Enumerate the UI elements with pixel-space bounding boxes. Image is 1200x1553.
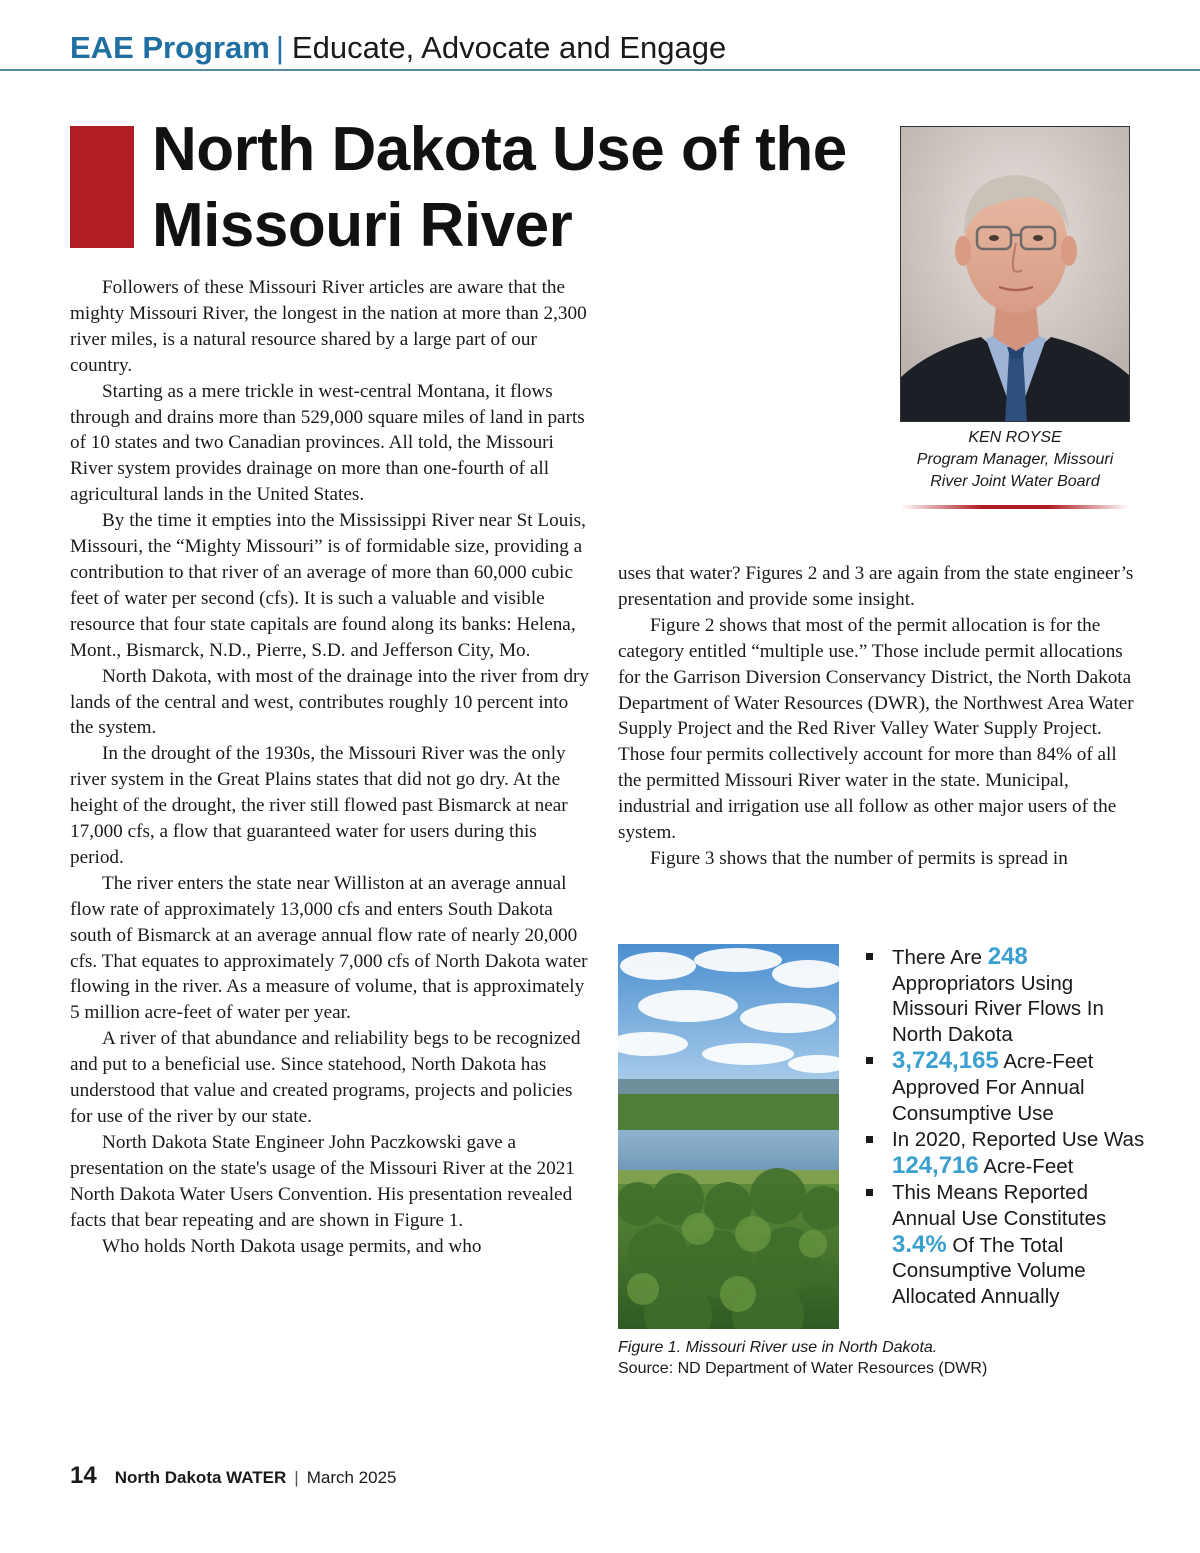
- body-paragraph: North Dakota State Engineer John Paczkowski gave a presentation on the state's usage of the Missouri River at the 2021 North Dakota Water Users Convention. His presentation revealed facts that bear repeating and are shown in Figure 1.: [70, 1131, 575, 1231]
- fact-item: 3,724,165 Acre-Feet Approved For Annual Consumptive Use: [862, 1048, 1152, 1126]
- body-paragraph: Figure 3 shows that the number of permits is spread in: [650, 847, 1068, 869]
- issue-date: March 2025: [306, 1468, 397, 1487]
- bullet-icon: [866, 953, 873, 960]
- article-body-left: [70, 275, 590, 1259]
- bullet-icon: [866, 1136, 873, 1143]
- figure-caption-title: Figure 1. Missouri River use in North Dakota.: [618, 1339, 938, 1356]
- body-paragraph: Followers of these Missouri River articles are aware that the mighty Missouri River, the longest in the nation at more than 2,300 river miles, is a natural resource shared by a large part of our country.: [70, 277, 587, 376]
- publication-name: North Dakota WATER: [114, 1468, 287, 1487]
- bullet-icon: [866, 1189, 873, 1196]
- body-paragraph: Figure 2 shows that most of the permit allocation is for the category entitled “multiple use.” Those include permit allocations for the Garrison Diversion Conservancy District, the North Dakota Department of Water Resources (DWR), the Northwest Area Water Supply Project and the Red River Valley Water Supply Project. Those four permits collectively account for more than 84% of all the permitted Missouri River water in the state. Municipal, industrial and irrigation use all follow as other major users of the system.: [618, 614, 1134, 844]
- body-paragraph: In the drought of the 1930s, the Missouri River was the only river system in the Great Plains states that did not go dry. At the height of the drought, the river still flowed past Bismarck at near 17,000 cfs, a flow that guaranteed water for users during this period.: [70, 743, 568, 868]
- fact-number: 3.4%: [892, 1230, 947, 1258]
- fact-item: There Are 248 Appropriators Using Missouri River Flows In North Dakota: [862, 944, 1152, 1047]
- bullet-icon: [866, 1057, 873, 1064]
- author-role-line-2: River Joint Water Board: [930, 473, 1100, 490]
- fact-item: This Means Reported Annual Use Constitutes 3.4% Of The Total Consumptive Volume Allocated Annually: [862, 1180, 1152, 1309]
- body-paragraph: The river enters the state near Williston at an average annual flow rate of approximately 13,000 cfs and enters South Dakota south of Bismarck at an average annual flow rate of nearly 20,000 cfs. That equates to approximately 7,000 cfs of North Dakota water flowing in the river. As a measure of volume, that is approximately 5 million acre-feet of water per year.: [70, 872, 588, 1024]
- figure-caption: [618, 1337, 987, 1379]
- header-separator: |: [275, 30, 284, 65]
- body-paragraph: Starting as a mere trickle in west-central Montana, it flows through and drains more than 529,000 square miles of land in parts of 10 states and two Canadian provinces. All told, the Missouri River system provides drainage on more than one-fourth of all agricultural lands in the United States.: [70, 380, 585, 506]
- fact-number: 3,724,165: [892, 1047, 999, 1075]
- body-paragraph: Who holds North Dakota usage permits, and who: [102, 1235, 482, 1257]
- header-divider: [0, 69, 1200, 71]
- fact-number: 124,716: [892, 1151, 979, 1179]
- caption-divider: [900, 505, 1130, 509]
- body-paragraph: A river of that abundance and reliability begs to be recognized and put to a beneficial use. Since statehood, North Dakota has understood that value and created programs, projects and policies for use of the river by our state.: [70, 1028, 581, 1127]
- body-paragraph: North Dakota, with most of the drainage into the river from dry lands of the central and west, contributes roughly 10 percent into the system.: [70, 665, 590, 739]
- fact-number: 248: [987, 943, 1028, 970]
- title-accent-bar: [70, 126, 134, 248]
- body-paragraph: uses that water? Figures 2 and 3 are again from the state engineer’s presentation and provide some insight.: [618, 563, 1134, 610]
- program-name: EAE Program: [70, 30, 270, 65]
- fact-item: In 2020, Reported Use Was 124,716 Acre-Feet: [862, 1127, 1152, 1179]
- river-landscape-photo: [618, 944, 839, 1329]
- figure-caption-source: Source: ND Department of Water Resources (DWR): [618, 1360, 988, 1377]
- program-subtitle: Educate, Advocate and Engage: [291, 30, 727, 65]
- author-photo: [900, 126, 1130, 422]
- author-role-line-1: Program Manager, Missouri: [916, 451, 1114, 468]
- article-title: North Dakota Use of the Missouri River: [152, 115, 847, 260]
- author-name: KEN ROYSE: [968, 429, 1062, 446]
- footer-separator: |: [294, 1468, 299, 1487]
- article-body-right: [618, 561, 1138, 872]
- figure-facts-list: [862, 944, 1152, 1310]
- body-paragraph: By the time it empties into the Mississippi River near St Louis, Missouri, the “Mighty Missouri” is of formidable size, providing a contribution to that river of an average of more than 60,000 cubic feet of water per second (cfs). It is such a valuable and visible resource that four state capitals are found along its banks: Helena, Mont., Bismarck, N.D., Pierre, S.D. and Jefferson City, Mo.: [70, 510, 586, 661]
- page-footer: [70, 1462, 396, 1490]
- section-header: [70, 30, 726, 70]
- page-number: 14: [70, 1462, 97, 1489]
- author-caption: [895, 427, 1135, 493]
